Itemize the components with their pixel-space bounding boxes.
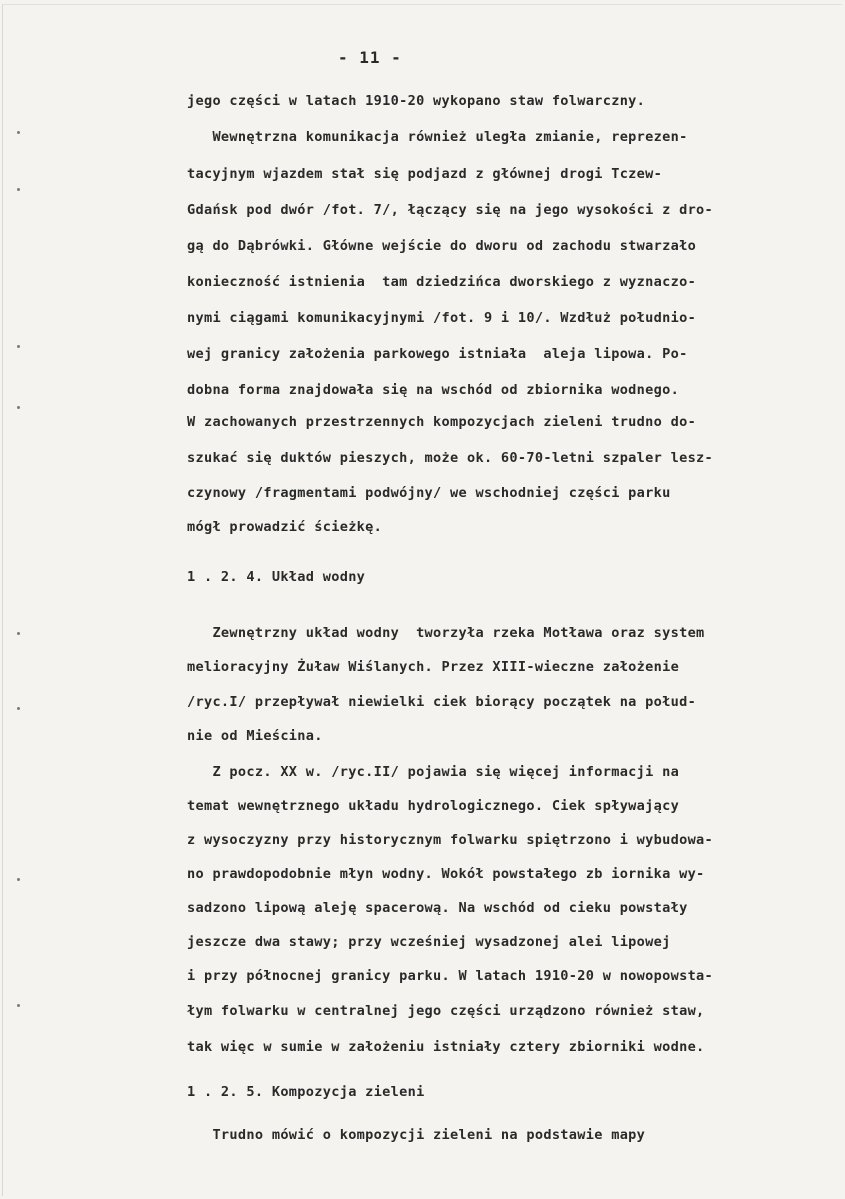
text-line: /ryc.I/ przepływał niewielki ciek biorący początek na połud- bbox=[187, 694, 697, 710]
text-line: W zachowanych przestrzennych kompozycjach zieleni trudno do- bbox=[187, 414, 697, 430]
section-heading: 1 . 2. 5. Kompozycja zieleni bbox=[187, 1084, 425, 1100]
text-line: konieczność istnienia tam dziedzińca dworskiego z wyznaczo- bbox=[187, 274, 697, 290]
text-line: szukać się duktów pieszych, może ok. 60-70-letni szpaler lesz- bbox=[187, 450, 714, 466]
text-line: Z pocz. XX w. /ryc.II/ pojawia się więcej informacji na bbox=[187, 764, 680, 780]
text-line: dobna forma znajdowała się na wschód od zbiornika wodnego. bbox=[187, 382, 680, 398]
page-number: - 11 - bbox=[338, 48, 402, 67]
punch-mark bbox=[17, 707, 20, 710]
text-line: melioracyjny Żuław Wiślanych. Przez XIII-wieczne założenie bbox=[187, 659, 680, 675]
text-line: Zewnętrzny układ wodny tworzyła rzeka Motława oraz system bbox=[187, 625, 705, 641]
text-line: temat wewnętrznego układu hydrologicznego. Ciek spływający bbox=[187, 798, 680, 814]
text-line: z wysoczyzny przy historycznym folwarku spiętrzono i wybudowa- bbox=[187, 832, 714, 848]
punch-mark bbox=[17, 632, 20, 635]
punch-mark bbox=[17, 1004, 20, 1007]
punch-mark bbox=[17, 878, 20, 881]
text-line: mógł prowadzić ścieżkę. bbox=[187, 519, 383, 535]
text-line: no prawdopodobnie młyn wodny. Wokół powstałego zb iornika wy- bbox=[187, 866, 705, 882]
text-line: jego części w latach 1910-20 wykopano staw folwarczny. bbox=[187, 93, 646, 109]
text-line: wej granicy założenia parkowego istniała aleja lipowa. Po- bbox=[187, 346, 688, 362]
punch-mark bbox=[17, 406, 20, 409]
text-line: Trudno mówić o kompozycji zieleni na podstawie mapy bbox=[187, 1127, 646, 1143]
text-line: łym folwarku w centralnej jego części urządzono również staw, bbox=[187, 1003, 705, 1019]
text-line: tacyjnym wjazdem stał się podjazd z głównej drogi Tczew- bbox=[187, 166, 663, 182]
punch-mark bbox=[17, 131, 20, 134]
text-line: sadzono lipową aleję spacerową. Na wschód od cieku powstały bbox=[187, 900, 688, 916]
text-line: czynowy /fragmentami podwójny/ we wschodniej części parku bbox=[187, 485, 671, 501]
text-line: nie od Mieścina. bbox=[187, 728, 323, 744]
text-line: Wewnętrzna komunikacja również uległa zmianie, reprezen- bbox=[187, 129, 688, 145]
punch-mark bbox=[17, 345, 20, 348]
text-line: jeszcze dwa stawy; przy wcześniej wysadzonej alei lipowej bbox=[187, 934, 671, 950]
text-line: gą do Dąbrówki. Główne wejście do dworu od zachodu stwarzało bbox=[187, 238, 697, 254]
text-line: tak więc w sumie w założeniu istniały cztery zbiorniki wodne. bbox=[187, 1039, 705, 1055]
text-line: nymi ciągami komunikacyjnymi /fot. 9 i 10/. Wzdłuż południo- bbox=[187, 310, 697, 326]
section-heading: 1 . 2. 4. Układ wodny bbox=[187, 569, 366, 585]
text-line: i przy północnej granicy parku. W latach 1910-20 w nowopowsta- bbox=[187, 968, 714, 984]
punch-mark bbox=[17, 188, 20, 191]
text-line: Gdańsk pod dwór /fot. 7/, łączący się na jego wysokości z dro- bbox=[187, 202, 714, 218]
